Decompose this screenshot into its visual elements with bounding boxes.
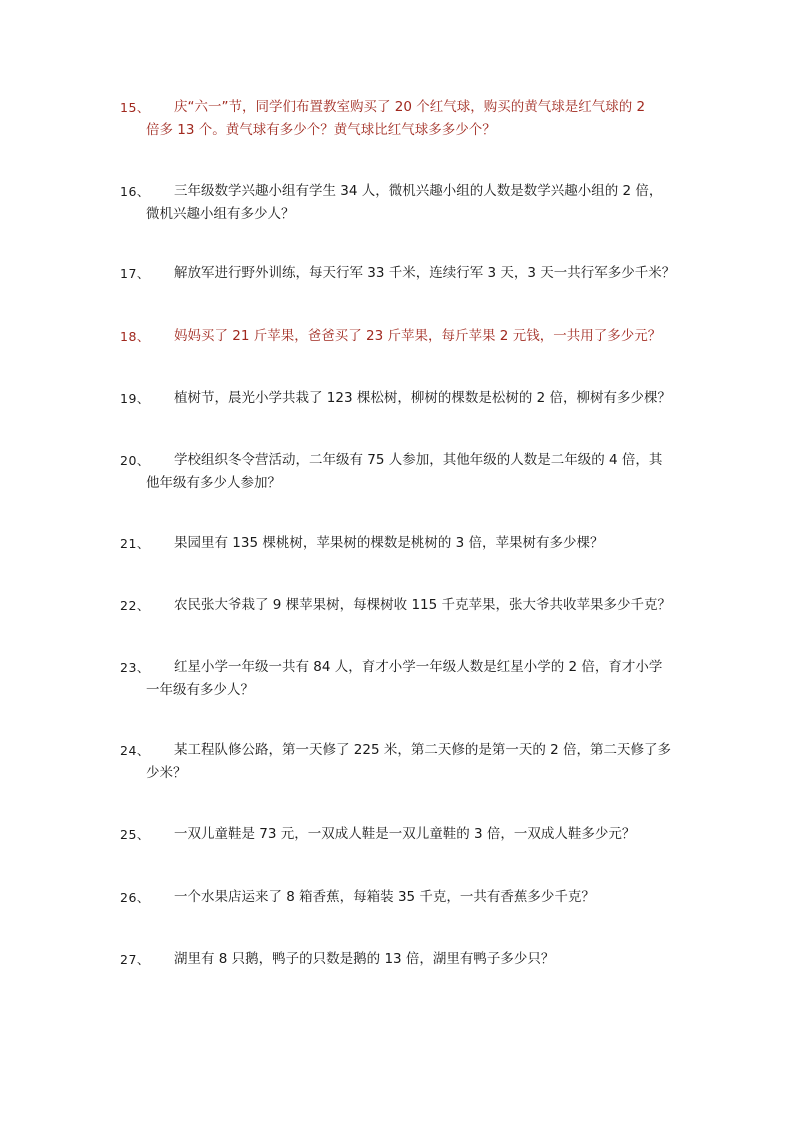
problem-15 <box>120 96 680 142</box>
problem-text-line: 湖里有 8 只鹅，鸭子的只数是鹅的 13 倍，湖里有鸭子多少只？ <box>174 951 555 967</box>
problem-number: 27、 <box>120 952 150 967</box>
problem-18 <box>120 325 680 348</box>
problem-20 <box>120 449 680 495</box>
problem-text-line: 果园里有 135 棵桃树，苹果树的棵数是桃树的 3 倍，苹果树有多少棵？ <box>174 535 604 551</box>
problem-text-line: 学校组织冬令营活动，二年级有 75 人参加，其他年级的人数是二年级的 4 倍，其 <box>174 452 663 468</box>
problem-text-line: 少米？ <box>146 765 187 781</box>
problem-number: 15、 <box>120 100 150 115</box>
problem-text-line: 解放军进行野外训练，每天行军 33 千米，连续行军 3 天，3 天一共行军多少千米？ <box>174 265 676 281</box>
problem-text-line: 红星小学一年级一共有 84 人，育才小学一年级人数是红星小学的 2 倍，育才小学 <box>174 659 663 675</box>
problem-text-line: 庆“六一”节，同学们布置教室购买了 20 个红气球，购买的黄气球是红气球的 2 <box>174 99 646 115</box>
problem-text-line: 倍多 13 个。黄气球有多少个？黄气球比红气球多多少个？ <box>146 122 496 138</box>
problem-number: 21、 <box>120 536 150 551</box>
problem-text-line: 一双儿童鞋是 73 元，一双成人鞋是一双儿童鞋的 3 倍，一双成人鞋多少元？ <box>174 826 636 842</box>
problem-27 <box>120 948 680 971</box>
problem-text-line: 一个水果店运来了 8 箱香蕉，每箱装 35 千克，一共有香蕉多少千克？ <box>174 889 595 905</box>
problem-text-line: 他年级有多少人参加？ <box>146 475 281 491</box>
problem-number: 20、 <box>120 453 150 468</box>
problem-text-line: 一年级有多少人？ <box>146 682 254 698</box>
problem-21 <box>120 532 680 555</box>
problem-23 <box>120 656 680 702</box>
problem-24 <box>120 739 680 785</box>
problem-25 <box>120 823 680 846</box>
problem-number: 16、 <box>120 184 150 199</box>
problem-26 <box>120 886 680 909</box>
problem-text-line: 妈妈买了 21 斤苹果，爸爸买了 23 斤苹果，每斤苹果 2 元钱，一共用了多少元？ <box>174 328 662 344</box>
problem-text-line: 三年级数学兴趣小组有学生 34 人，微机兴趣小组的人数是数学兴趣小组的 2 倍， <box>174 183 663 199</box>
problem-text-line: 微机兴趣小组有多少人？ <box>146 206 295 222</box>
problem-number: 17、 <box>120 266 150 281</box>
problem-number: 24、 <box>120 743 150 758</box>
problem-16 <box>120 180 680 226</box>
problem-19 <box>120 387 680 410</box>
problem-text-line: 植树节，晨光小学共栽了 123 棵松树，柳树的棵数是松树的 2 倍，柳树有多少棵？ <box>174 390 672 406</box>
problem-text-line: 某工程队修公路，第一天修了 225 米，第二天修的是第一天的 2 倍，第二天修了多 <box>174 742 672 758</box>
problem-22 <box>120 594 680 617</box>
problem-number: 18、 <box>120 329 150 344</box>
problem-number: 25、 <box>120 827 150 842</box>
problem-number: 26、 <box>120 890 150 905</box>
problem-number: 23、 <box>120 660 150 675</box>
problem-17 <box>120 262 680 285</box>
problem-text-line: 农民张大爷栽了 9 棵苹果树，每棵树收 115 千克苹果，张大爷共收苹果多少千克？ <box>174 597 672 613</box>
problem-number: 19、 <box>120 391 150 406</box>
problem-number: 22、 <box>120 598 150 613</box>
